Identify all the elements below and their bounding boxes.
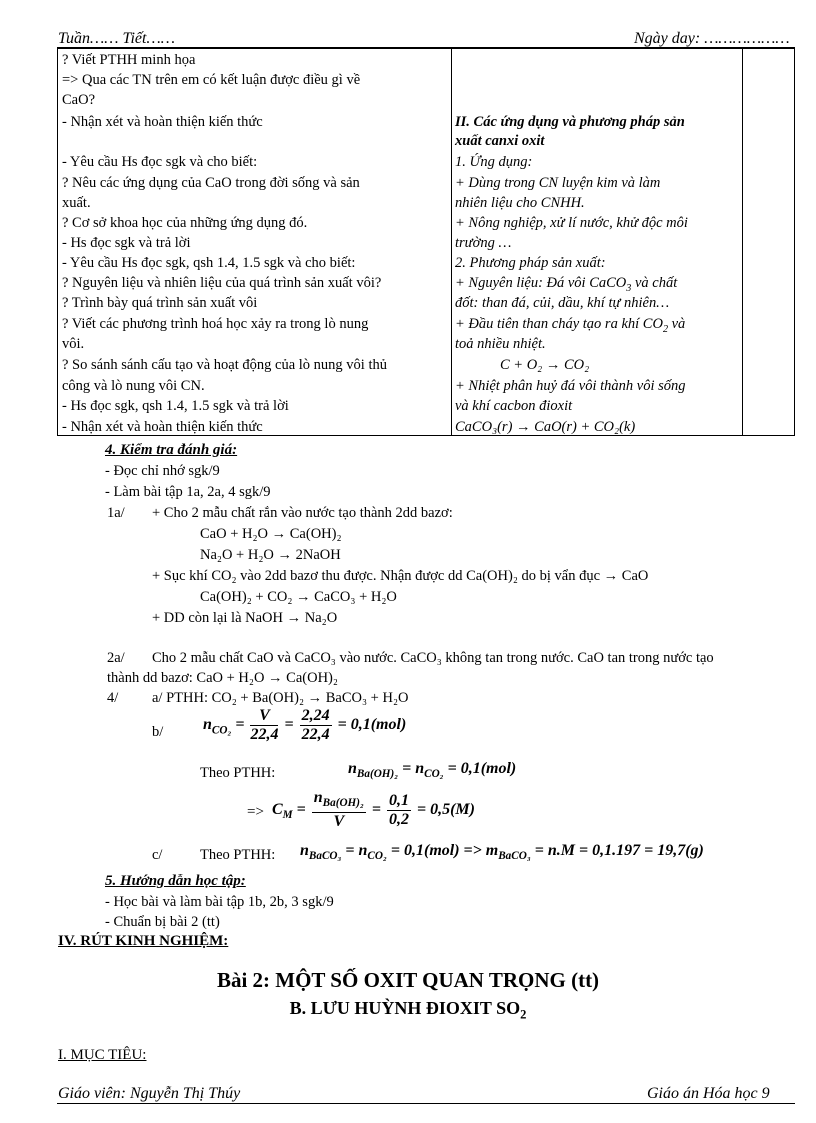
q4b-theo-label: Theo PTHH:: [200, 765, 276, 781]
production-step-2: + Nhiệt phân huỷ đá vôi thành vôi sống: [455, 378, 686, 394]
left-column-line: ? Nêu các ứng dụng của CaO trong đời sống và sản: [62, 175, 360, 191]
section-iv-title: IV. RÚT KINH NGHIỆM:: [58, 933, 229, 949]
notes-cell: [743, 49, 795, 436]
section-5-line-2: - Chuẩn bị bài 2 (tt): [105, 914, 220, 930]
left-column-line: ? Viết các phương trình hoá học xảy ra trong lò nung: [62, 316, 369, 332]
section-5-line-1: - Học bài và làm bài tập 1b, 2b, 3 sgk/9: [105, 894, 334, 910]
header-teaching-date: Ngày day: ………………: [634, 30, 790, 47]
left-column-line: - Yêu cầu Hs đọc sgk, qsh 1.4, 1.5 sgk và cho biết:: [62, 255, 356, 271]
q4c-mass-formula: $n_{BaCO_3} = n_{CO_2} = 0,1(mol) => m_{BaCO_3} = n.M = 0,1.197 = 19,7(g)$: [300, 842, 704, 863]
applications-heading: 1. Ứng dụng:: [455, 154, 533, 170]
production-fuels: đốt: than đá, củi, dầu, khí tự nhiên…: [455, 295, 670, 311]
q1a-line-2: + Sục khí CO₂ vào 2dd bazơ thu được. Nhận được dd Ca(OH)₂ do bị vẩn đục → CaO: [152, 568, 649, 584]
lesson-title: Bài 2: MỘT SỐ OXIT QUAN TRỌNG (tt): [216, 968, 600, 992]
q2a-text-cont: thành dd bazơ: CaO + H₂O → Ca(OH)₂: [107, 670, 338, 686]
section-4-line-1: - Đọc chỉ nhớ sgk/9: [105, 463, 220, 479]
q4b-concentration-formula: $C_M$ = $\frac{n_{Ba(OH)_2}}{V}$ = $\frac{0,1}{0,2}$ = 0,5(M): [272, 789, 475, 831]
section-ii-heading-cont: xuất canxi oxit: [455, 133, 545, 149]
section-4-line-2: - Làm bài tập 1a, 2a, 4 sgk/9: [105, 484, 271, 500]
section-5-title: 5. Hướng dẫn học tập:: [105, 873, 246, 889]
footer-subject: Giáo án Hóa học 9: [647, 1085, 770, 1102]
left-column-line: vôi.: [62, 336, 85, 352]
applications-line-1: + Dùng trong CN luyện kim và làm: [455, 175, 661, 191]
footer-teacher: Giáo viên: Nguyễn Thị Thúy: [58, 1085, 241, 1102]
left-column-line: - Nhận xét và hoàn thiện kiến thức: [62, 114, 263, 130]
q1a-equation-1: CaO + H₂O → Ca(OH)₂: [200, 526, 342, 542]
q1a-line-1: + Cho 2 mẫu chất rắn vào nước tạo thành 2dd bazơ:: [152, 505, 453, 521]
q2a-label: 2a/: [107, 650, 125, 666]
section-4-title: 4. Kiểm tra đánh giá:: [105, 442, 238, 458]
left-column-line: => Qua các TN trên em có kết luận được điều gì về: [62, 72, 361, 88]
left-column-line: ? So sánh sánh cấu tạo và hoạt động của lò nung vôi thủ: [62, 357, 387, 373]
q4a-equation: a/ PTHH: CO₂ + Ba(OH)₂ → BaCO₃ + H₂O: [152, 690, 409, 706]
production-step-1-cont: toả nhiều nhiệt.: [455, 336, 546, 352]
left-column-line: ? Cơ sở khoa học của những ứng dụng đó.: [62, 215, 308, 231]
q1a-line-3: + DD còn lại là NaOH → Na₂O: [152, 610, 338, 626]
header-week-lesson: Tuần…… Tiết……: [58, 30, 175, 47]
applications-line-3: + Nông nghiệp, xử lí nước, khử độc môi: [455, 215, 688, 231]
applications-line-4: trường …: [455, 235, 512, 251]
section-ii-heading: II. Các ứng dụng và phương pháp sản: [455, 114, 685, 130]
combustion-equation: C + O₂ → CO₂: [500, 357, 590, 373]
left-column-line: - Yêu cầu Hs đọc sgk và cho biết:: [62, 154, 258, 170]
q4c-label: c/: [152, 847, 163, 863]
production-step-2-cont: và khí cacbon đioxit: [455, 398, 573, 414]
section-i-title: I. MỤC TIÊU:: [58, 1047, 147, 1063]
production-materials: + Nguyên liệu: Đá vôi CaCO$_3$ và chất: [455, 275, 678, 294]
left-column-line: ? Viết PTHH minh họa: [62, 52, 196, 68]
footer-rule: [57, 1103, 795, 1104]
lesson-subtitle: B. LƯU HUỲNH ĐIOXIT $SO_2$: [289, 998, 527, 1022]
production-heading: 2. Phương pháp sản xuất:: [455, 255, 606, 271]
q1a-equation-2: Na₂O + H₂O → 2NaOH: [200, 547, 341, 563]
left-column-line: ? Nguyên liệu và nhiên liệu của quá trình sản xuất vôi?: [62, 275, 382, 291]
applications-line-2: nhiên liệu cho CNHH.: [455, 195, 585, 211]
left-column-line: xuất.: [62, 195, 91, 211]
q4-label: 4/: [107, 690, 119, 706]
left-column-line: - Nhận xét và hoàn thiện kiến thức: [62, 419, 263, 435]
left-column-line: công và lò nung vôi CN.: [62, 378, 205, 394]
q4b-label: b/: [152, 724, 164, 740]
left-column-line: ? Trình bày quá trình sản xuất vôi: [62, 295, 258, 311]
q4c-theo-label: Theo PTHH:: [200, 847, 276, 863]
decomposition-equation: CaCO₃(r) → CaO(r) + CO₂(k): [455, 419, 636, 435]
left-column-line: - Hs đọc sgk, qsh 1.4, 1.5 sgk và trả lời: [62, 398, 289, 414]
q4b-moles-formula: $n_{CO_2}$ = $\frac{V}{22,4}$ = $\frac{2,24}{22,4}$ = 0,1(mol): [203, 707, 407, 743]
q4b-moles-relation: $n_{Ba(OH)_2} = n_{CO_2} = 0,1(mol)$: [348, 760, 517, 781]
q2a-text: Cho 2 mẫu chất CaO và CaCO₃ vào nước. CaCO₃ không tan trong nước. CaO tan trong nước tạo: [152, 650, 714, 666]
production-step-1: + Đầu tiên than cháy tạo ra khí $CO_2$ và: [455, 316, 686, 335]
left-column-line: - Hs đọc sgk và trả lời: [62, 235, 191, 251]
q1a-label: 1a/: [107, 505, 125, 521]
q4b-arrow: =>: [247, 804, 264, 820]
q1a-equation-3: Ca(OH)₂ + CO₂ → CaCO₃ + H₂O: [200, 589, 397, 605]
left-column-line: CaO?: [62, 92, 96, 108]
